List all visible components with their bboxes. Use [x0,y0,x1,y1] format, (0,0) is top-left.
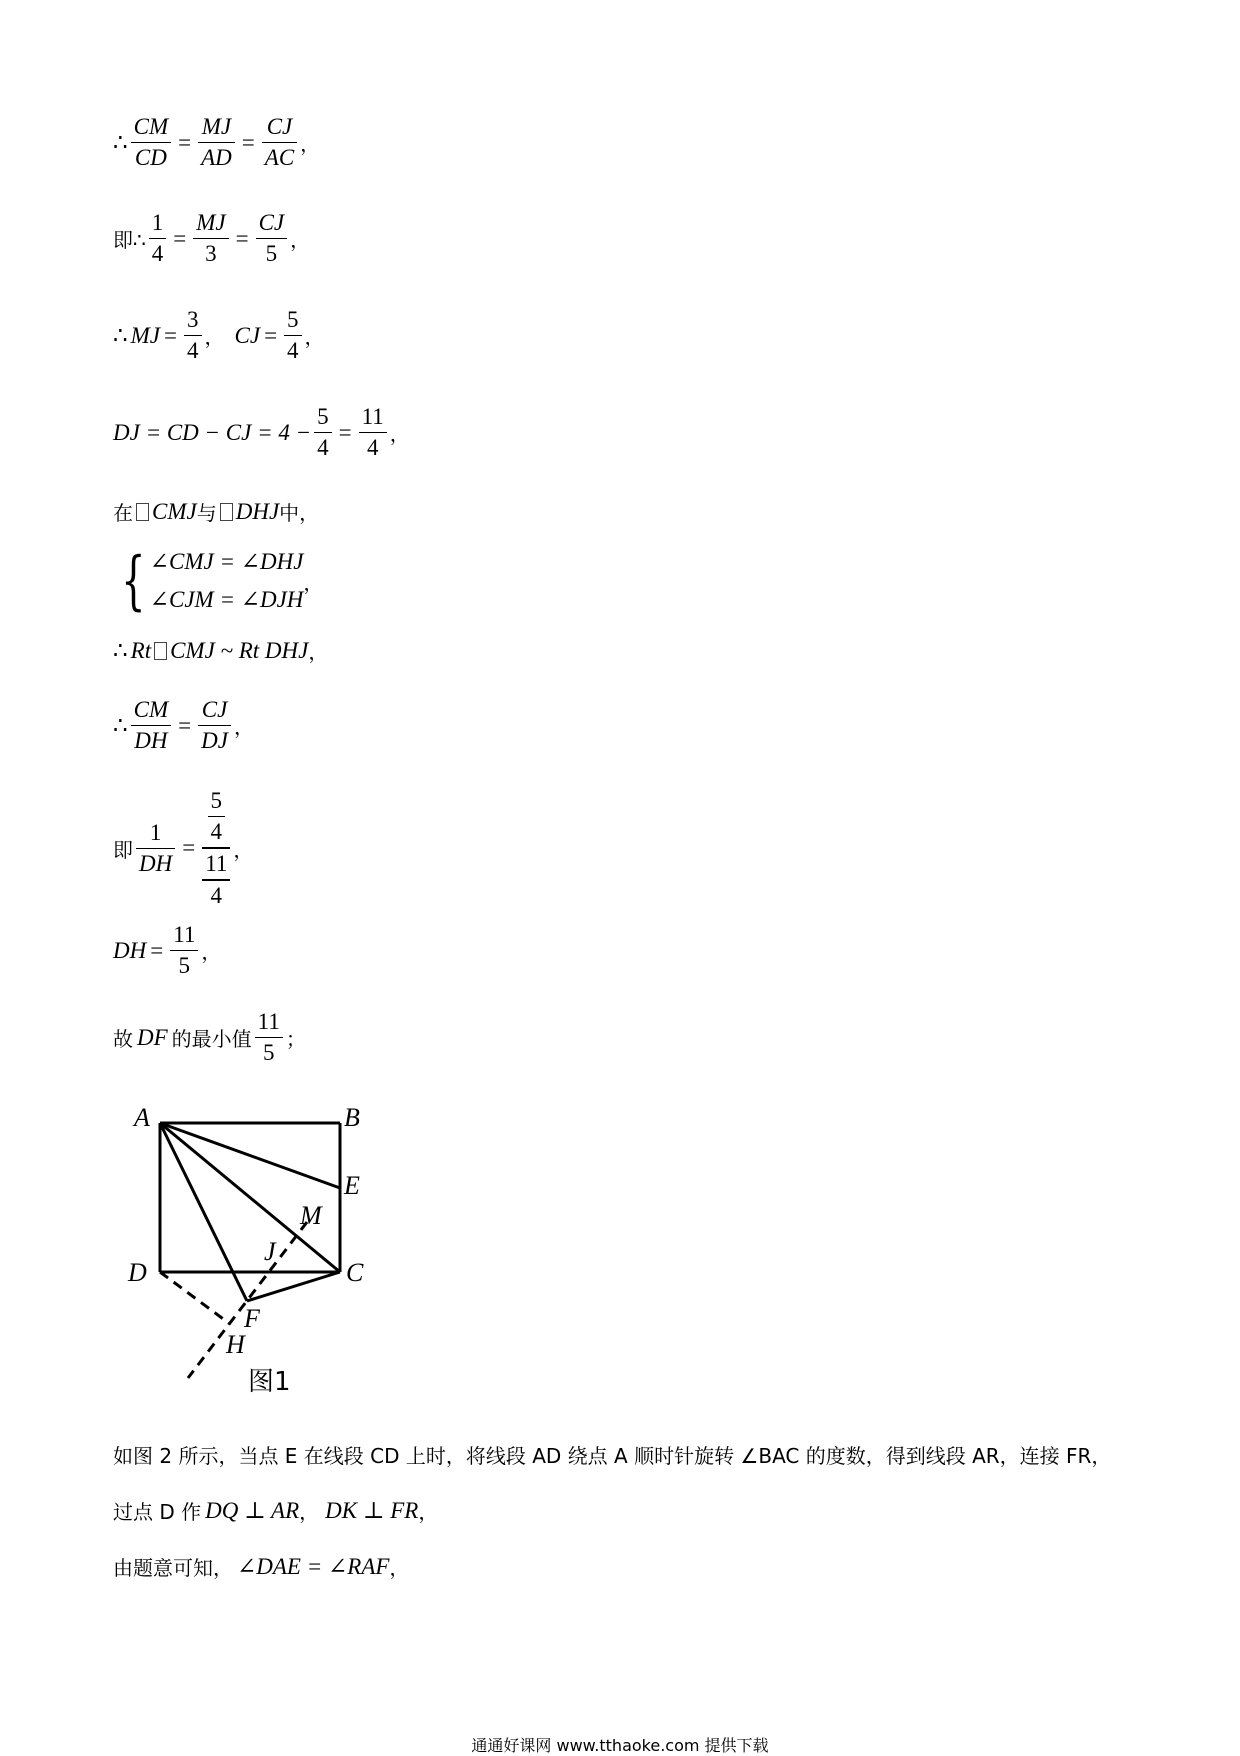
angle-system-line: { ∠CMJ = ∠DHJ ∠CJM = ∠DJH ， [113,543,323,619]
fraction: $\frac{5}{4}$ [314,402,332,463]
label-m: M [300,1201,322,1230]
complex-fraction: $\frac{\frac{5}{4}}{\frac{11}{4}}$ [202,786,230,911]
conclusion-line: 故 DF 的最小值 $\frac{11}{5}$ ； [113,1007,306,1068]
equation-ratio-line: ∴ $\frac{CM}{CD}$ = $\frac{MJ}{AD}$ = $\frac{CJ}{AC}$ ， [113,112,320,173]
label-j: J [264,1237,276,1266]
label-e: E [344,1171,360,1200]
figure-caption: 图1 [248,1367,291,1397]
fraction: $\frac{CM}{CD}$ [131,112,172,173]
equation-substituted-line: 即∴ $\frac{1}{4}$ = $\frac{MJ}{3}$ = $\frac{CJ}{5}$ ， [113,208,310,269]
label-d: D [128,1258,147,1287]
label-h: H [226,1330,245,1359]
dh-result-line: DH = $\frac{11}{5}$ ， [113,920,221,981]
label-f: F [244,1304,260,1333]
fraction: $\frac{1}{4}$ [149,208,167,269]
complex-fraction-line: 即 $\frac{1}{DH}$ = $\frac{\frac{5}{4}}{\frac{11}{4}}$ ， [113,786,253,911]
triangle-icon [154,642,167,660]
footer-text: 通通好课网 www.tthaoke.com 提供下载 [471,1736,769,1755]
proportion-line: ∴ $\frac{CM}{DH}$ = $\frac{CJ}{DJ}$ ， [113,695,254,756]
triangle-icon [220,503,233,521]
segment-fc [247,1272,340,1301]
similarity-line: ∴ Rt CMJ ~ Rt DHJ ， [113,637,329,664]
triangle-statement-line: 在 CMJ 与 DHJ 中， [113,498,320,525]
fraction: $\frac{MJ}{3}$ [193,208,228,269]
fraction: $\frac{1}{DH}$ [136,818,175,879]
label-c: C [346,1258,364,1287]
fraction: $\frac{CM}{DH}$ [131,695,172,756]
therefore-symbol: ∴ [113,129,128,155]
fraction: $\frac{CJ}{AC}$ [262,112,297,173]
geometry-figure [120,1090,400,1410]
fraction: $\frac{11}{5}$ [170,920,198,981]
equation-system: { ∠CMJ = ∠DHJ ∠CJM = ∠DJH [121,544,304,618]
fraction: $\frac{11}{4}$ [359,402,387,463]
paragraph-angle-line: 由题意可知， ∠DAE = ∠RAF ， [113,1553,410,1580]
triangle-icon [136,503,149,521]
fraction: $\frac{CJ}{DJ}$ [198,695,231,756]
fraction: $\frac{CJ}{5}$ [256,208,288,269]
left-brace-icon: { [121,544,146,618]
label-a: A [134,1103,150,1132]
paragraph-text: 如图 2 所示，当点 E 在线段 CD 上时，将线段 AD 绕点 A 顺时针旋转 ∠BAC 的度数，得到线段 AR，连接 FR， [113,1444,1112,1468]
segment-ac [160,1123,340,1272]
equation-dj-line: DJ = CD − CJ = 4 − $\frac{5}{4}$ = $\frac{11}{4}$ ， [113,402,410,463]
fraction: $\frac{3}{4}$ [184,305,202,366]
equation-values-line: ∴ MJ = $\frac{3}{4}$ ， CJ = $\frac{5}{4}$ ， [113,305,325,366]
fraction: $\frac{11}{5}$ [255,1007,283,1068]
fraction: $\frac{MJ}{AD}$ [198,112,235,173]
label-b: B [344,1103,360,1132]
dashed-segment-dh [160,1272,230,1324]
fraction: $\frac{5}{4}$ [284,305,302,366]
paragraph-perpendicular-line: 过点 D 作 DQ ⊥ AR ， DK ⊥ FR ， [113,1497,439,1524]
